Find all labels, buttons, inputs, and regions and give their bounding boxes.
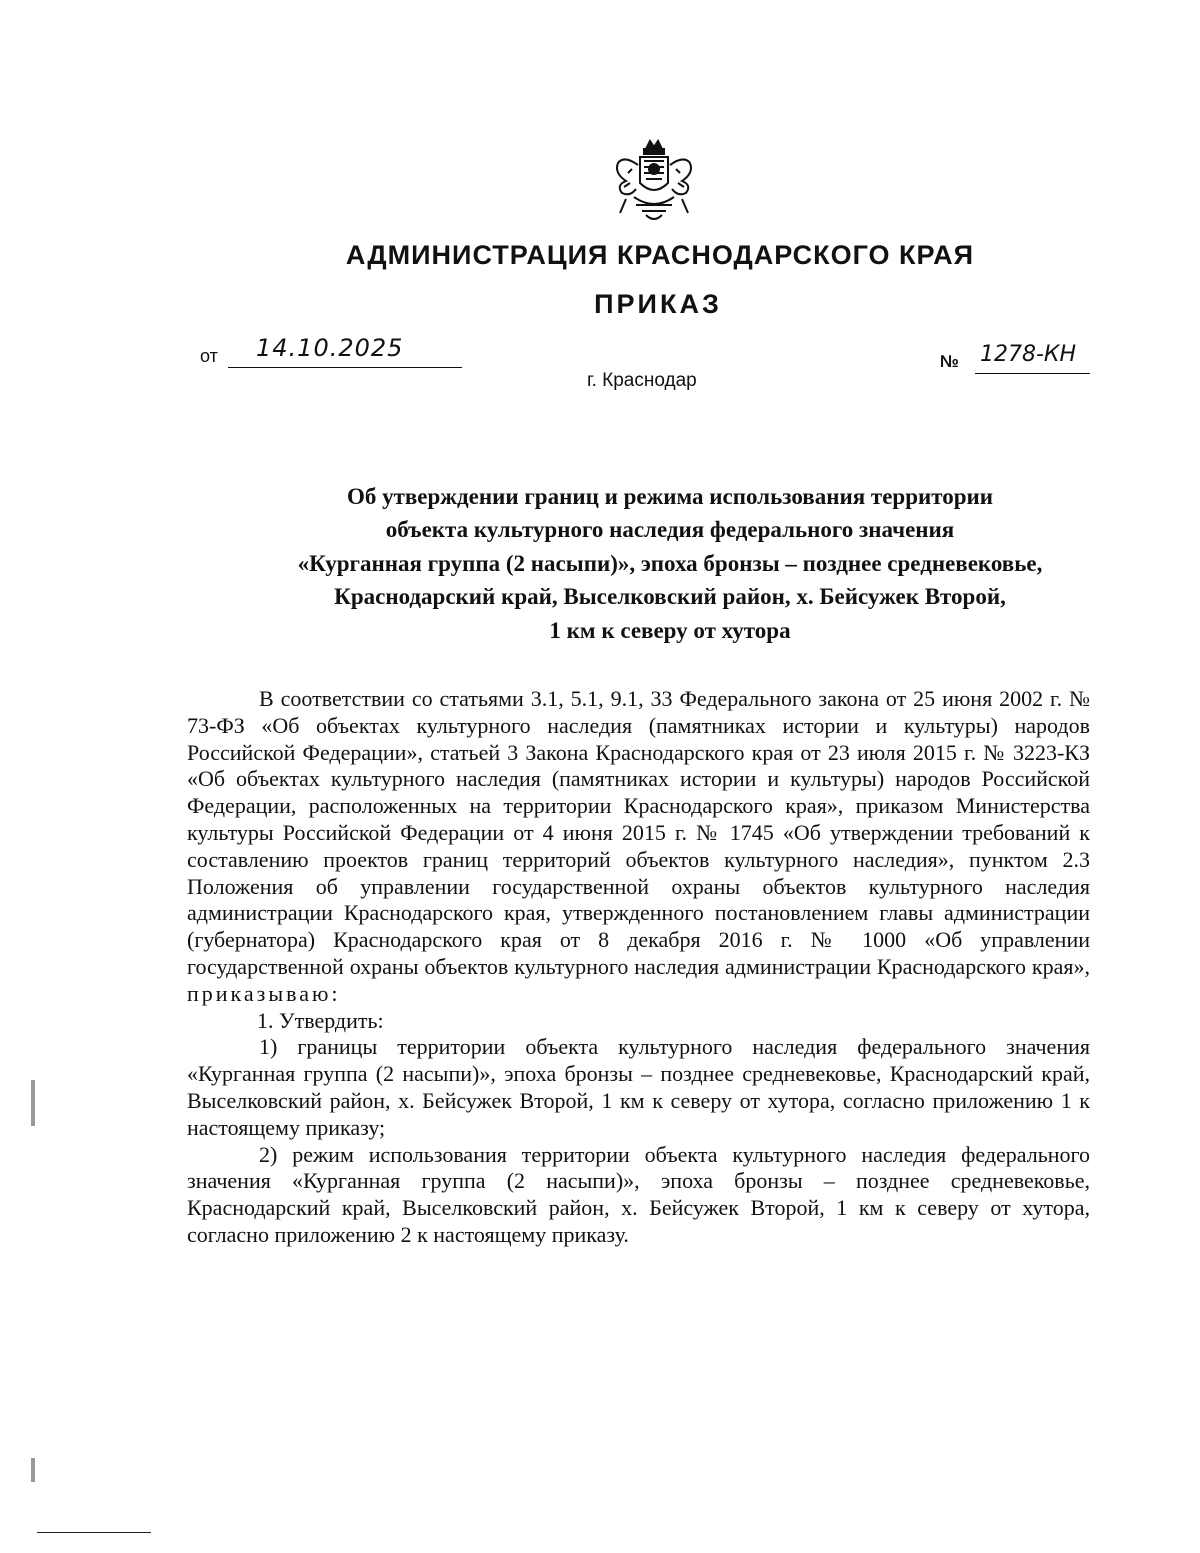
city-name: г. Краснодар bbox=[587, 370, 697, 391]
date-value: 14.10.2025 bbox=[256, 334, 404, 362]
preamble-text: В соответствии со статьями 3.1, 5.1, 9.1, 33 Федерального закона от 25 июня 2002 г. № 73-ФЗ «Об объектах культурного наследия (памятниках истории и культуры) народов Российской Федерации», статьей 3 Закона Краснодарского края от 23 июля 2015 г. № 3223-КЗ «Об объектах культурного наследия (памятниках истории и культуры) народов Российской Федерации, расположенных на территории Краснодарского края», приказом Министерства культуры Российской Федерации от 4 июня 2015 г. № 1745 «Об утверждении требований к составлению проектов границ территорий объектов культурного наследия», пунктом 2.3 Положения об управлении государственной охраны объектов культурного наследия администрации Краснодарского края, утвержденного постановлением главы администрации (губернатора) Краснодарского края от 8 декабря 2016 г. № 1000 «Об управлении государственной охраны объектов культурного наследия администрации Краснодарского края», bbox=[187, 686, 1090, 979]
scan-mark bbox=[31, 1080, 35, 1126]
item-1-2: 2) режим использования территории объекта культурного наследия федерального значения «Курганная группа (2 насыпи)», эпоха бронзы – позднее средневековье, Краснодарский край, Выселковский район, х. Бейсужек Второй, 1 км к северу от хутора, согласно приложению 2 к настоящему приказу. bbox=[187, 1141, 1090, 1247]
number-underline bbox=[975, 373, 1090, 374]
scan-mark bbox=[31, 1458, 35, 1482]
date-underline bbox=[228, 367, 462, 368]
order-word: приказываю: bbox=[187, 980, 341, 1006]
title-line: Краснодарский край, Выселковский район, х. Бейсужек Второй, bbox=[334, 584, 1006, 610]
preamble-paragraph bbox=[187, 686, 1090, 1008]
item-1-1: 1) границы территории объекта культурного наследия федерального значения «Курганная группа (2 насыпи)», эпоха бронзы – позднее средневековье, Краснодарский край, Выселковский район, х. Бейсужек Второй, 1 км к северу от хутора, согласно приложению 1 к настоящему приказу; bbox=[187, 1034, 1090, 1140]
title-line: «Курганная группа (2 насыпи)», эпоха бронзы – позднее средневековье, bbox=[297, 550, 1043, 576]
document-title bbox=[200, 480, 1140, 647]
document-type: ПРИКАЗ bbox=[594, 289, 722, 319]
coat-of-arms-icon bbox=[606, 135, 702, 227]
item-1: 1. Утвердить: bbox=[257, 1007, 384, 1033]
number-label: № bbox=[940, 352, 959, 371]
document-body bbox=[187, 686, 1090, 1249]
date-label: от bbox=[200, 346, 218, 366]
footnote-rule bbox=[37, 1532, 151, 1533]
title-line: Об утверждении границ и режима использования территории bbox=[346, 484, 994, 509]
title-line: объекта культурного наследия федерального значения bbox=[385, 517, 955, 543]
title-line: 1 км к северу от хутора bbox=[549, 617, 791, 643]
organization-name: АДМИНИСТРАЦИЯ КРАСНОДАРСКОГО КРАЯ bbox=[345, 240, 975, 270]
number-value: 1278-КН bbox=[980, 342, 1077, 367]
